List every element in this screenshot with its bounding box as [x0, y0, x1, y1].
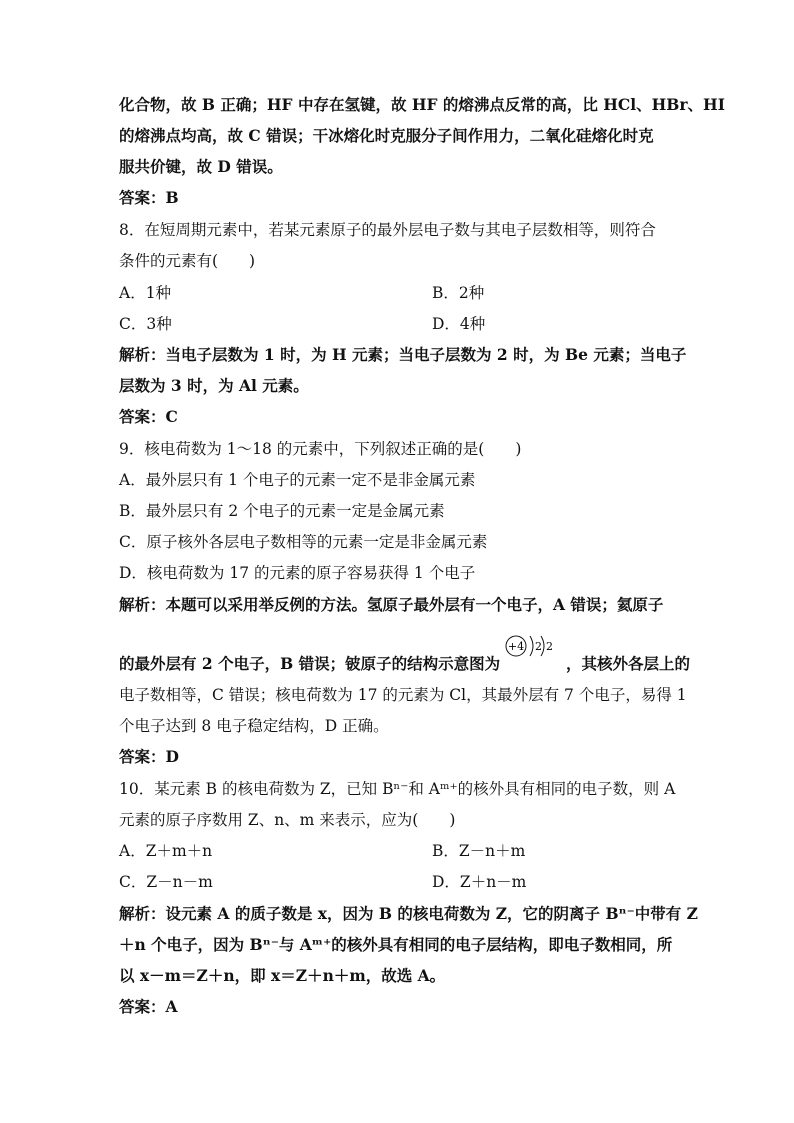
text-line: 化合物，故 B 正确；HF 中存在氢键，故 HF 的熔沸点反常的高，比 HCl、HBr、HI: [119, 95, 725, 114]
question-9-stem: 9．核电荷数为 1～18 的元素中，下列叙述正确的是( ): [119, 440, 522, 458]
analysis-line: 层数为 3 时，为 Al 元素。: [119, 376, 309, 395]
question-8-stem: 8．在短周期元素中，若某元素原子的最外层电子数与其电子层数相等，则符合: [119, 221, 656, 239]
analysis-line: 的最外层有 2 个电子，B 错误；铍原子的结构示意图为: [119, 654, 501, 673]
analysis-line: 电子数相等，C 错误；核电荷数为 17 的元素为 Cl，其最外层有 7 个电子，易得 1: [119, 686, 687, 704]
shell-2-electrons: 2: [546, 640, 553, 653]
analysis-line: 解析：当电子层数为 1 时，为 H 元素；当电子层数为 2 时，为 Be 元素；当电子: [119, 345, 687, 364]
shell-1-electrons: 2: [535, 640, 542, 653]
text-line: 服共价键，故 D 错误。: [119, 157, 283, 176]
answer-line: 答案：D: [119, 747, 179, 766]
question-10-stem: 10．某元素 B 的核电荷数为 Z，已知 Bⁿ⁻和 Aᵐ⁺的核外具有相同的电子数，则 A: [119, 780, 676, 798]
analysis-line: 个电子达到 8 电子稳定结构，D 正确。: [119, 717, 389, 735]
answer-line: 答案：A: [119, 997, 178, 1016]
text-line: 的熔沸点均高，故 C 错误；干冰熔化时克服分子间作用力，二氧化硅熔化时克: [119, 126, 654, 145]
answer-line: 答案：B: [119, 188, 179, 207]
analysis-line-continued: ，其核外各层上的: [566, 654, 691, 673]
option-c: C．3种: [119, 315, 172, 333]
option-c: C．原子核外各层电子数相等的元素一定是非金属元素: [119, 533, 488, 551]
option-b: B．最外层只有 2 个电子的元素一定是金属元素: [119, 502, 445, 520]
option-b: B．2种: [432, 284, 485, 302]
analysis-line: 解析：设元素 A 的质子数是 x，因为 B 的核电荷数为 Z，它的阴离子 Bⁿ⁻中带有 Z: [119, 904, 698, 923]
question-10-stem: 元素的原子序数用 Z、n、m 来表示，应为( ): [119, 811, 456, 829]
option-c: C．Z－n－m: [119, 873, 213, 891]
option-a: A．最外层只有 1 个电子的元素一定不是非金属元素: [119, 471, 476, 489]
analysis-line: 以 x－m＝Z＋n，即 x＝Z＋n＋m，故选 A。: [119, 966, 446, 985]
analysis-line: 解析：本题可以采用举反例的方法。氢原子最外层有一个电子，A 错误；氦原子: [119, 595, 664, 614]
beryllium-atom-structure-diagram: [503, 631, 565, 661]
answer-line: 答案：C: [119, 407, 178, 426]
option-d: D．4种: [432, 315, 486, 333]
option-d: D．Z＋n－m: [432, 873, 527, 891]
option-d: D．核电荷数为 17 的元素的原子容易获得 1 个电子: [119, 564, 476, 582]
question-8-stem: 条件的元素有( ): [119, 252, 256, 270]
option-a: A．Z＋m＋n: [119, 842, 213, 860]
option-a: A．1种: [119, 284, 172, 302]
analysis-line: ＋n 个电子，因为 Bⁿ⁻与 Aᵐ⁺的核外具有相同的电子层结构，即电子数相同，所: [119, 935, 673, 954]
nucleus-label: +4: [507, 640, 525, 653]
option-b: B．Z－n＋m: [432, 842, 526, 860]
